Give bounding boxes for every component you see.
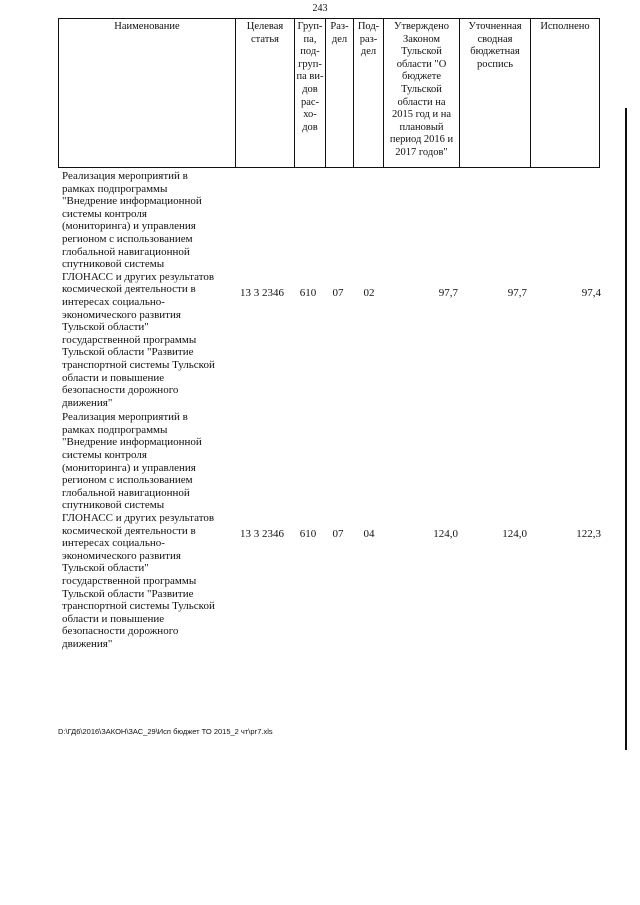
table-row: [58, 170, 610, 409]
page-number: 243: [312, 3, 328, 14]
row-group: 610: [299, 528, 317, 541]
row-name: Реализация мероприятий в рамках подпрограммы "Внедрение информационной системы контроля (мониторинга) и управления регионом с использованием глобальной навигационной спутниковой системы ГЛОНАСС и других результатов космической деятельности в интересах социально- экономического развития Тульской области" государственной программы Тульской области "Развитие транспортной системы Тульской области и повышение безопасности дорожного движения": [62, 411, 215, 650]
column-header-razdel: Раз- дел: [326, 19, 354, 168]
row-executed: 97,4: [581, 287, 601, 299]
row-target: 13 3 2346: [240, 287, 284, 299]
table-row: [58, 411, 610, 650]
file-path-footer: D:\ГД6\2016\ЗАКОН\ЗАС_29\Исп бюджет ТО 2015_2 чт\рг7.xls: [58, 727, 273, 736]
row-podrazdel: 02: [363, 287, 375, 299]
column-header-target: Целевая статья: [236, 19, 295, 168]
row-approved: 124,0: [433, 528, 458, 541]
column-header-specified: Уточненная сводная бюджетная роспись: [460, 19, 531, 168]
row-target: 13 3 2346: [240, 528, 284, 541]
column-header-approved: Утверждено Законом Тульской области "О бюджете Тульской области на 2015 год и на плановый период 2016 и 2017 годов": [384, 19, 460, 168]
scan-edge-line: [625, 108, 627, 750]
table-body: [58, 170, 610, 653]
row-podrazdel: 04: [363, 528, 375, 541]
row-group: 610: [299, 287, 317, 299]
column-header-group: Груп- па, под- груп- па ви- дов рас- хо- дов: [295, 19, 326, 168]
row-razdel: 07: [332, 528, 344, 541]
row-executed: 122,3: [576, 528, 601, 541]
column-header-podrazdel: Под- раз- дел: [354, 19, 384, 168]
row-name: Реализация мероприятий в рамках подпрограммы "Внедрение информационной системы контроля (мониторинга) и управления регионом с использованием глобальной навигационной спутниковой системы ГЛОНАСС и других результатов космической деятельности в интересах социально- экономического развития Тульской области" государственной программы Тульской области "Развитие транспортной системы Тульской области и повышение безопасности дорожного движения": [62, 170, 215, 409]
column-header-name: Наименование: [59, 19, 236, 168]
row-razdel: 07: [332, 287, 344, 299]
row-approved: 97,7: [438, 287, 458, 299]
row-specified: 97,7: [507, 287, 527, 299]
column-header-executed: Исполнено: [531, 19, 600, 168]
row-specified: 124,0: [502, 528, 527, 541]
table-header: [58, 18, 600, 168]
